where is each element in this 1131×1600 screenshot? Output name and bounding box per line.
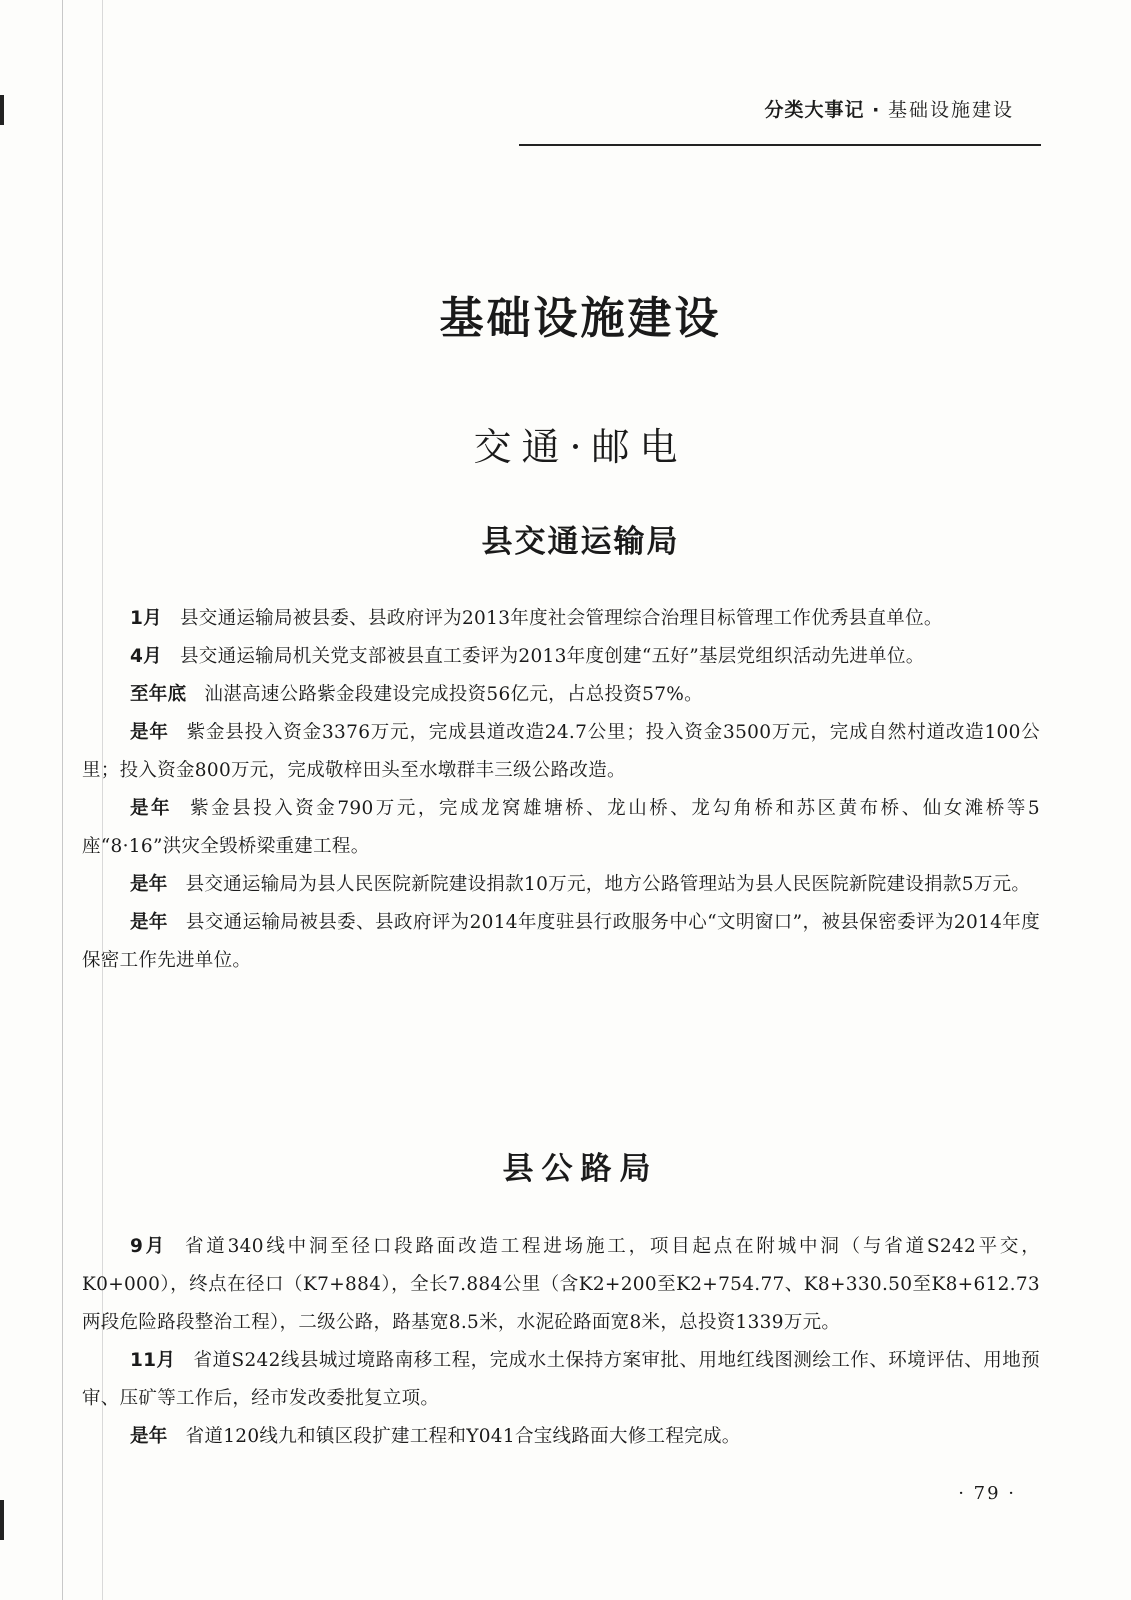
running-header — [765, 95, 1015, 122]
page-number: · 79 · — [958, 1483, 1016, 1504]
subsection-title: 县交通运输局 — [481, 524, 680, 560]
chronicle-entry — [82, 714, 1040, 790]
running-header-separator: · — [872, 99, 881, 121]
chronicle-entry — [82, 1228, 1040, 1342]
entry-text: 县交通运输局被县委、县政府评为2013年度社会管理综合治理目标管理工作优秀县直单位。 — [179, 608, 943, 629]
entry-date: 是年 — [130, 874, 168, 895]
entry-text: 省道340线中洞至径口段路面改造工程进场施工，项目起点在附城中洞（与省道S242平交，K0+000），终点在径口（K7+884），全长7.884公里（含K2+200至K2+754.77、K8+330.50至K8+612.73两段危险路段整治工程），二级公路，路基宽8.5米，水泥砼路面宽8米，总投资1339万元。 — [82, 1236, 1040, 1333]
entry-date: 是年 — [130, 798, 173, 819]
entry-date: 是年 — [130, 722, 169, 743]
chronicle-entry — [82, 600, 1040, 638]
entry-text: 紫金县投入资金790万元，完成龙窝雄塘桥、龙山桥、龙勾角桥和苏区黄布桥、仙女滩桥等5座“8·16”洪灾全毁桥梁重建工程。 — [82, 798, 1040, 857]
entry-date: 9月 — [130, 1236, 167, 1257]
page-gutter-line — [62, 0, 63, 1600]
entry-date: 11月 — [130, 1350, 176, 1371]
entry-text: 县交通运输局为县人民医院新院建设捐款10万元，地方公路管理站为县人民医院新院建设捐款5万元。 — [185, 874, 1031, 895]
entry-text: 省道120线九和镇区段扩建工程和Y041合宝线路面大修工程完成。 — [185, 1426, 741, 1447]
chronicle-entry — [82, 866, 1040, 904]
chronicle-entry — [82, 1342, 1040, 1418]
running-header-title: 分类大事记 — [764, 99, 865, 121]
chronicle-entry — [82, 676, 1040, 714]
entry-text: 县交通运输局被县委、县政府评为2014年度驻县行政服务中心“文明窗口”，被县保密委评为2014年度保密工作先进单位。 — [82, 912, 1041, 971]
entry-date: 是年 — [130, 1426, 168, 1447]
entry-list — [82, 600, 1040, 980]
header-rule — [519, 144, 1041, 146]
entry-date: 至年底 — [130, 684, 187, 705]
running-header-subtitle: 基础设施建设 — [887, 99, 1014, 121]
entry-text: 汕湛高速公路紫金段建设完成投资56亿元，占总投资57%。 — [204, 684, 703, 705]
entry-date: 4月 — [130, 646, 162, 667]
entry-date: 1月 — [130, 608, 162, 629]
subsection-title: 县公路局 — [502, 1151, 659, 1187]
section-title: 交通·邮电 — [473, 425, 688, 469]
scan-edge-mark — [0, 95, 4, 125]
chronicle-entry — [82, 790, 1040, 866]
entry-text: 省道S242线县城过境路南移工程，完成水土保持方案审批、用地红线图测绘工作、环境评估、用地预审、压矿等工作后，经市发改委批复立项。 — [82, 1350, 1040, 1409]
chronicle-entry — [82, 638, 1040, 676]
entry-list — [82, 1228, 1040, 1456]
entry-date: 是年 — [130, 912, 168, 933]
entry-text: 县交通运输局机关党支部被县直工委评为2013年度创建“五好”基层党组织活动先进单位。 — [179, 646, 925, 667]
chronicle-entry — [82, 904, 1040, 980]
chronicle-entry — [82, 1418, 1040, 1456]
chapter-title: 基础设施建设 — [439, 293, 722, 344]
entry-text: 紫金县投入资金3376万元，完成县道改造24.7公里；投入资金3500万元，完成自然村道改造100公里；投入资金800万元，完成敬梓田头至水墩群丰三级公路改造。 — [82, 722, 1040, 781]
scan-edge-mark — [0, 1500, 4, 1540]
